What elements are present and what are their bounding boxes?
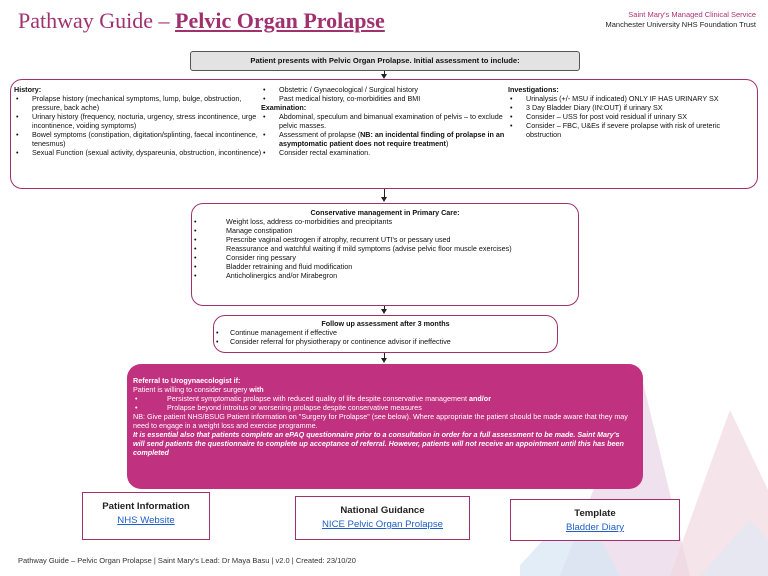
referral-line-1-bold: with (249, 385, 264, 394)
list-item (261, 130, 511, 148)
follow-up-box (213, 315, 558, 353)
investigations-column (508, 85, 748, 139)
arrow-head (381, 358, 387, 363)
list-item: • Sexual Function (sexual activity, dyspareunia, obstruction, incontinence) (14, 148, 264, 157)
list-item: • Urinalysis (+/- MSU if indicated) ONLY IF HAS URINARY SX (508, 94, 748, 103)
list-item: • Prolapse history (mechanical symptoms, lump, bulge, obstruction, pressure, back ache) (14, 94, 264, 112)
arrow-head (381, 197, 387, 202)
title-prefix: Pathway Guide – (18, 8, 176, 33)
history-column (14, 85, 264, 157)
card-title: National Guidance (340, 505, 425, 516)
list-item: • Weight loss, address co-morbidities and precipitants (192, 217, 578, 226)
referral-essential-note: It is essential also that patients complete an ePAQ questionnaire prior to a consultation in order for a full assessment to be made. Saint Mary's will send patients the questionnaire to complete up acceptance of referral. However, patients will not receive an appointment until this has been completed (133, 430, 624, 457)
card-title: Patient Information (102, 501, 190, 512)
list-item: • Continue management if effective (214, 328, 557, 337)
organisation-block (606, 10, 756, 30)
list-item: • Urinary history (frequency, nocturia, urgency, stress incontinence, urge incontinence, voiding symptoms) (14, 112, 264, 130)
referral-item-1-text: Persistent symptomatic prolapse with reduced quality of life despite conservative management (167, 394, 470, 403)
list-item: • Reassurance and watchful waiting if mild symptoms (advise pelvic floor muscle exercises) (192, 244, 578, 253)
list-item: • Consider referral for physiotherapy or continence advisor if ineffective (214, 337, 557, 346)
list-item: • Consider – USS for post void residual if urinary SX (508, 112, 748, 121)
national-guidance-card (295, 496, 470, 540)
history-heading: History: (14, 85, 42, 94)
follow-up-heading: Follow up assessment after 3 months (321, 319, 450, 328)
referral-heading: Referral to Urogynaecologist if: (133, 376, 241, 385)
conservative-management-box (191, 203, 579, 306)
referral-item-1-bold: and/or (469, 394, 491, 403)
assessment-box (10, 79, 758, 189)
list-item: • Anticholinergics and/or Mirabegron (192, 271, 578, 280)
list-item: • Manage constipation (192, 226, 578, 235)
exam-nb: NB: an incidental finding of prolapse in an asymptomatic patient does not require treatment (279, 130, 505, 148)
exam-prefix: Assessment of prolapse ( (279, 130, 361, 139)
list-item: • Bladder retraining and fluid modification (192, 262, 578, 271)
org-line-1: Saint Mary's Managed Clinical Service (628, 10, 756, 19)
list-item: • Obstetric / Gynaecological / Surgical history (261, 85, 511, 94)
nice-guidance-link[interactable]: NICE Pelvic Organ Prolapse (321, 519, 444, 530)
footer: Pathway Guide – Pelvic Organ Prolapse | Saint Mary's Lead: Dr Maya Basu | v2.0 | Created: 23/10/20 (18, 556, 356, 565)
list-item (133, 394, 633, 403)
intro-banner: Patient presents with Pelvic Organ Prolapse. Initial assessment to include: (190, 51, 580, 71)
referral-box (127, 364, 643, 489)
list-item: • Consider rectal examination. (261, 148, 511, 157)
list-item: • 3 Day Bladder Diary (IN:OUT) if urinary SX (508, 103, 748, 112)
list-item: • Prolapse beyond introitus or worsening prolapse despite conservative measures (133, 403, 633, 412)
examination-heading: Examination: (261, 103, 307, 112)
nhs-website-link[interactable]: NHS Website (117, 515, 175, 526)
template-card (510, 499, 680, 541)
list-item: • Consider – FBC, U&Es if severe prolapse with risk of ureteric obstruction (508, 121, 748, 139)
list-item: • Prescribe vaginal oestrogen if atrophy, recurrent UTI's or pessary used (192, 235, 578, 244)
examination-column (261, 85, 511, 157)
patient-information-card (82, 492, 210, 540)
referral-nb: NB: Give patient NHS/BSUG Patient information on "Surgery for Prolapse" (see below). Where appropriate the patient should be made aware that they may need to engage in a weight loss and exercise programme. (133, 412, 628, 430)
exam-close: ) (445, 139, 449, 148)
list-item: • Consider ring pessary (192, 253, 578, 262)
org-line-2: Manchester University NHS Foundation Trust (605, 20, 756, 29)
list-item: • Past medical history, co-morbidities and BMI (261, 94, 511, 103)
list-item: • Abdominal, speculum and bimanual examination of pelvis – to exclude pelvic masses. (261, 112, 511, 130)
title-emphasis: Pelvic Organ Prolapse (175, 8, 385, 33)
card-title: Template (574, 508, 616, 519)
arrow-head (381, 309, 387, 314)
page-title (18, 8, 385, 34)
bladder-diary-link[interactable]: Bladder Diary (565, 522, 625, 533)
list-item: • Bowel symptoms (constipation, digitation/splinting, faecal incontinence, tenesmus) (14, 130, 264, 148)
conservative-heading: Conservative management in Primary Care: (310, 208, 460, 217)
referral-line-1 (133, 385, 633, 394)
referral-line-1-text: Patient is willing to consider surgery (133, 385, 250, 394)
investigations-heading: Investigations: (508, 85, 559, 94)
